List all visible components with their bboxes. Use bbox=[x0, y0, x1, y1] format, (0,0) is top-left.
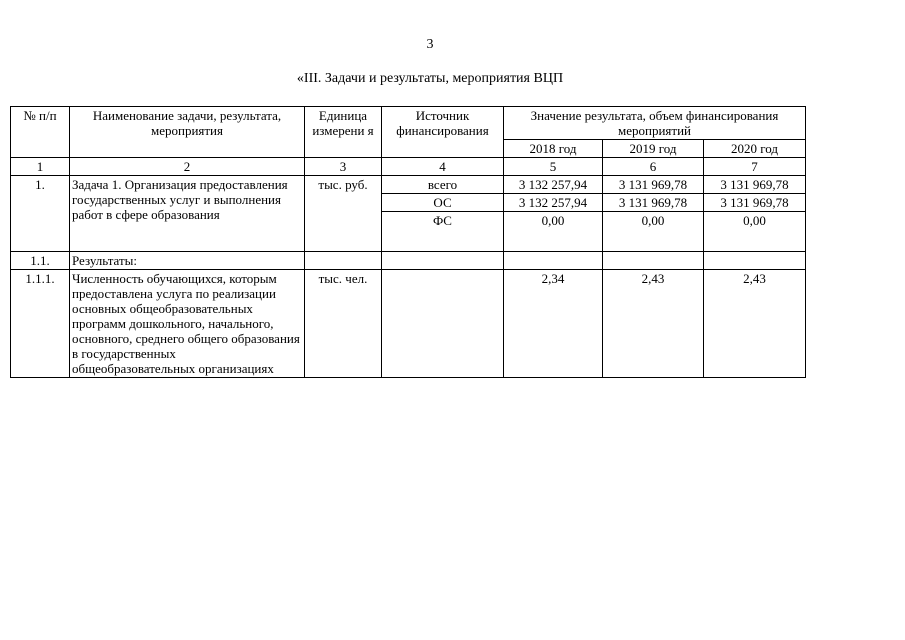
task-row bbox=[11, 176, 806, 194]
results-num: 1.1. bbox=[11, 252, 70, 270]
task-value: 3 132 257,94 bbox=[504, 176, 603, 194]
col-number: 1 bbox=[11, 158, 70, 176]
empty-cell bbox=[382, 252, 504, 270]
result-value: 2,43 bbox=[603, 270, 704, 378]
result-value: 2,34 bbox=[504, 270, 603, 378]
header-year-2019: 2019 год bbox=[603, 140, 704, 158]
task-source: ФС bbox=[382, 212, 504, 252]
result-name: Численность обучающихся, которым предоставлена услуга по реализации основных общеобразовательных программ дошкольного, начального, основного, среднего общего образования в государственных общеобразовательных организациях bbox=[70, 270, 305, 378]
page-number: 3 bbox=[426, 37, 434, 52]
column-numbers-row bbox=[11, 158, 806, 176]
header-year-2020: 2020 год bbox=[704, 140, 806, 158]
task-value: 0,00 bbox=[704, 212, 806, 252]
task-value: 3 131 969,78 bbox=[704, 176, 806, 194]
task-num: 1. bbox=[11, 176, 70, 252]
task-name: Задача 1. Организация предоставления государственных услуг и выполнения работ в сфере образования bbox=[70, 176, 305, 252]
empty-cell bbox=[603, 252, 704, 270]
header-source: Источник финансирования bbox=[382, 107, 504, 158]
col-number: 4 bbox=[382, 158, 504, 176]
empty-cell bbox=[704, 252, 806, 270]
col-number: 6 bbox=[603, 158, 704, 176]
task-unit: тыс. руб. bbox=[305, 176, 382, 252]
col-number: 3 bbox=[305, 158, 382, 176]
header-num: № п/п bbox=[11, 107, 70, 158]
task-value: 3 132 257,94 bbox=[504, 194, 603, 212]
col-number: 7 bbox=[704, 158, 806, 176]
header-values: Значение результата, объем финансирования мероприятий bbox=[504, 107, 806, 140]
section-title: «III. Задачи и результаты, мероприятия ВЦП bbox=[296, 71, 564, 86]
results-header-row bbox=[11, 252, 806, 270]
task-value: 0,00 bbox=[603, 212, 704, 252]
task-value: 3 131 969,78 bbox=[704, 194, 806, 212]
task-source: всего bbox=[382, 176, 504, 194]
header-name: Наименование задачи, результата, мероприятия bbox=[70, 107, 305, 158]
result-source bbox=[382, 270, 504, 378]
empty-cell bbox=[504, 252, 603, 270]
task-value: 3 131 969,78 bbox=[603, 176, 704, 194]
result-num: 1.1.1. bbox=[11, 270, 70, 378]
results-table bbox=[10, 106, 806, 378]
task-value: 3 131 969,78 bbox=[603, 194, 704, 212]
task-source: ОС bbox=[382, 194, 504, 212]
header-row bbox=[11, 107, 806, 140]
result-value: 2,43 bbox=[704, 270, 806, 378]
results-label: Результаты: bbox=[70, 252, 305, 270]
result-row bbox=[11, 270, 806, 378]
col-number: 2 bbox=[70, 158, 305, 176]
header-year-2018: 2018 год bbox=[504, 140, 603, 158]
empty-cell bbox=[305, 252, 382, 270]
col-number: 5 bbox=[504, 158, 603, 176]
header-unit: Единица измерени я bbox=[305, 107, 382, 158]
result-unit: тыс. чел. bbox=[305, 270, 382, 378]
task-value: 0,00 bbox=[504, 212, 603, 252]
